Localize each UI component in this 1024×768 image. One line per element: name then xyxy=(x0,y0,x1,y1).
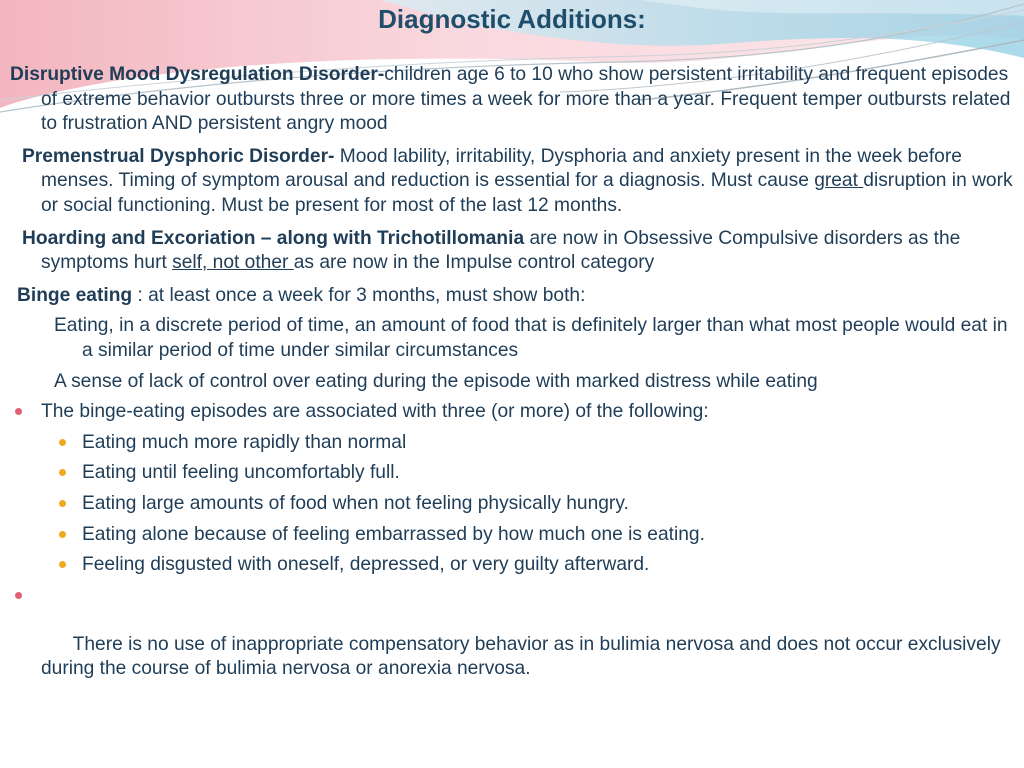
binge-criterion-2: A sense of lack of control over eating during the episode with marked distress while eating xyxy=(54,370,818,392)
binge-criterion-1: Eating, in a discrete period of time, an amount of food that is definitely larger than what most people would eat in a similar period of time under similar circumstances xyxy=(54,315,1008,361)
sub-bullet-text: Eating alone because of feeling embarrassed by how much one is eating. xyxy=(82,523,705,545)
sub-bullet-4 xyxy=(10,523,1016,548)
bullet-dot-icon xyxy=(15,592,22,599)
underlined-self-not-other: self, not other xyxy=(172,252,294,274)
text-episodes: The binge-eating episodes are associated with three (or more) of the following: xyxy=(41,401,709,423)
bullet-dot-icon xyxy=(15,408,22,415)
text-hoarding-b: as are now in the Impulse control category xyxy=(293,252,655,274)
slide-content xyxy=(10,63,1016,707)
text-hoarding-a: are now in Obsessive Compulsive disorders as the symptoms hurt xyxy=(41,227,961,274)
sub-bullet-2 xyxy=(10,461,1016,486)
entry-pmdd xyxy=(10,145,1016,219)
text-dmdd: children age 6 to 10 who show persistent irritability and frequent episodes of extreme behavior outbursts three or more times a week for more than a year. Frequent temper outbursts related to frustration AND persistent angry mood xyxy=(41,64,1011,135)
bullet-episodes xyxy=(10,400,1016,425)
term-pmdd: Premenstrual Dysphoric Disorder- xyxy=(22,145,335,167)
underlined-great: great xyxy=(814,170,864,192)
term-dmdd: Disruptive Mood Dysregulation Disorder- xyxy=(10,64,385,85)
sub-bullet-text: Eating large amounts of food when not feeling physically hungry. xyxy=(82,492,629,514)
text-no-compensatory: There is no use of inappropriate compensatory behavior as in bulimia nervosa and does not occur exclusively during the course of bulimia nervosa or anorexia nervosa. xyxy=(41,633,1006,680)
text-pmdd-b: disruption in work or social functioning. Must be present for most of the last 12 months. xyxy=(41,170,1013,216)
bullet-dot-icon xyxy=(59,469,66,476)
text-pmdd-a: Mood lability, irritability, Dysphoria and anxiety present in the week before menses. Timing of symptom arousal and reduction is essential for a diagnosis. Must cause xyxy=(41,145,962,192)
sub-bullet-3 xyxy=(10,492,1016,517)
bullet-dot-icon xyxy=(59,500,66,507)
sub-bullet-text: Feeling disgusted with oneself, depressed, or very guilty afterward. xyxy=(82,554,650,576)
sub-bullet-text: Eating much more rapidly than normal xyxy=(82,431,407,453)
entry-hoarding xyxy=(10,227,1016,276)
bullet-dot-icon xyxy=(59,439,66,446)
sub-bullet-5 xyxy=(10,553,1016,578)
bullet-dot-icon xyxy=(59,531,66,538)
term-binge-eating: Binge eating xyxy=(17,284,133,306)
entry-dmdd xyxy=(10,63,1016,137)
sub-bullet-1 xyxy=(10,431,1016,456)
term-hoarding: Hoarding and Excoriation – along with Trichotillomania xyxy=(22,227,525,249)
slide-title: Diagnostic Additions: xyxy=(378,4,646,34)
sub-bullet-text: Eating until feeling uncomfortably full. xyxy=(82,462,400,484)
bullet-dot-icon xyxy=(59,561,66,568)
bullet-no-compensatory xyxy=(10,584,1016,707)
entry-binge-eating xyxy=(10,284,1016,309)
text-binge-eating: : at least once a week for 3 months, must show both: xyxy=(132,284,586,306)
